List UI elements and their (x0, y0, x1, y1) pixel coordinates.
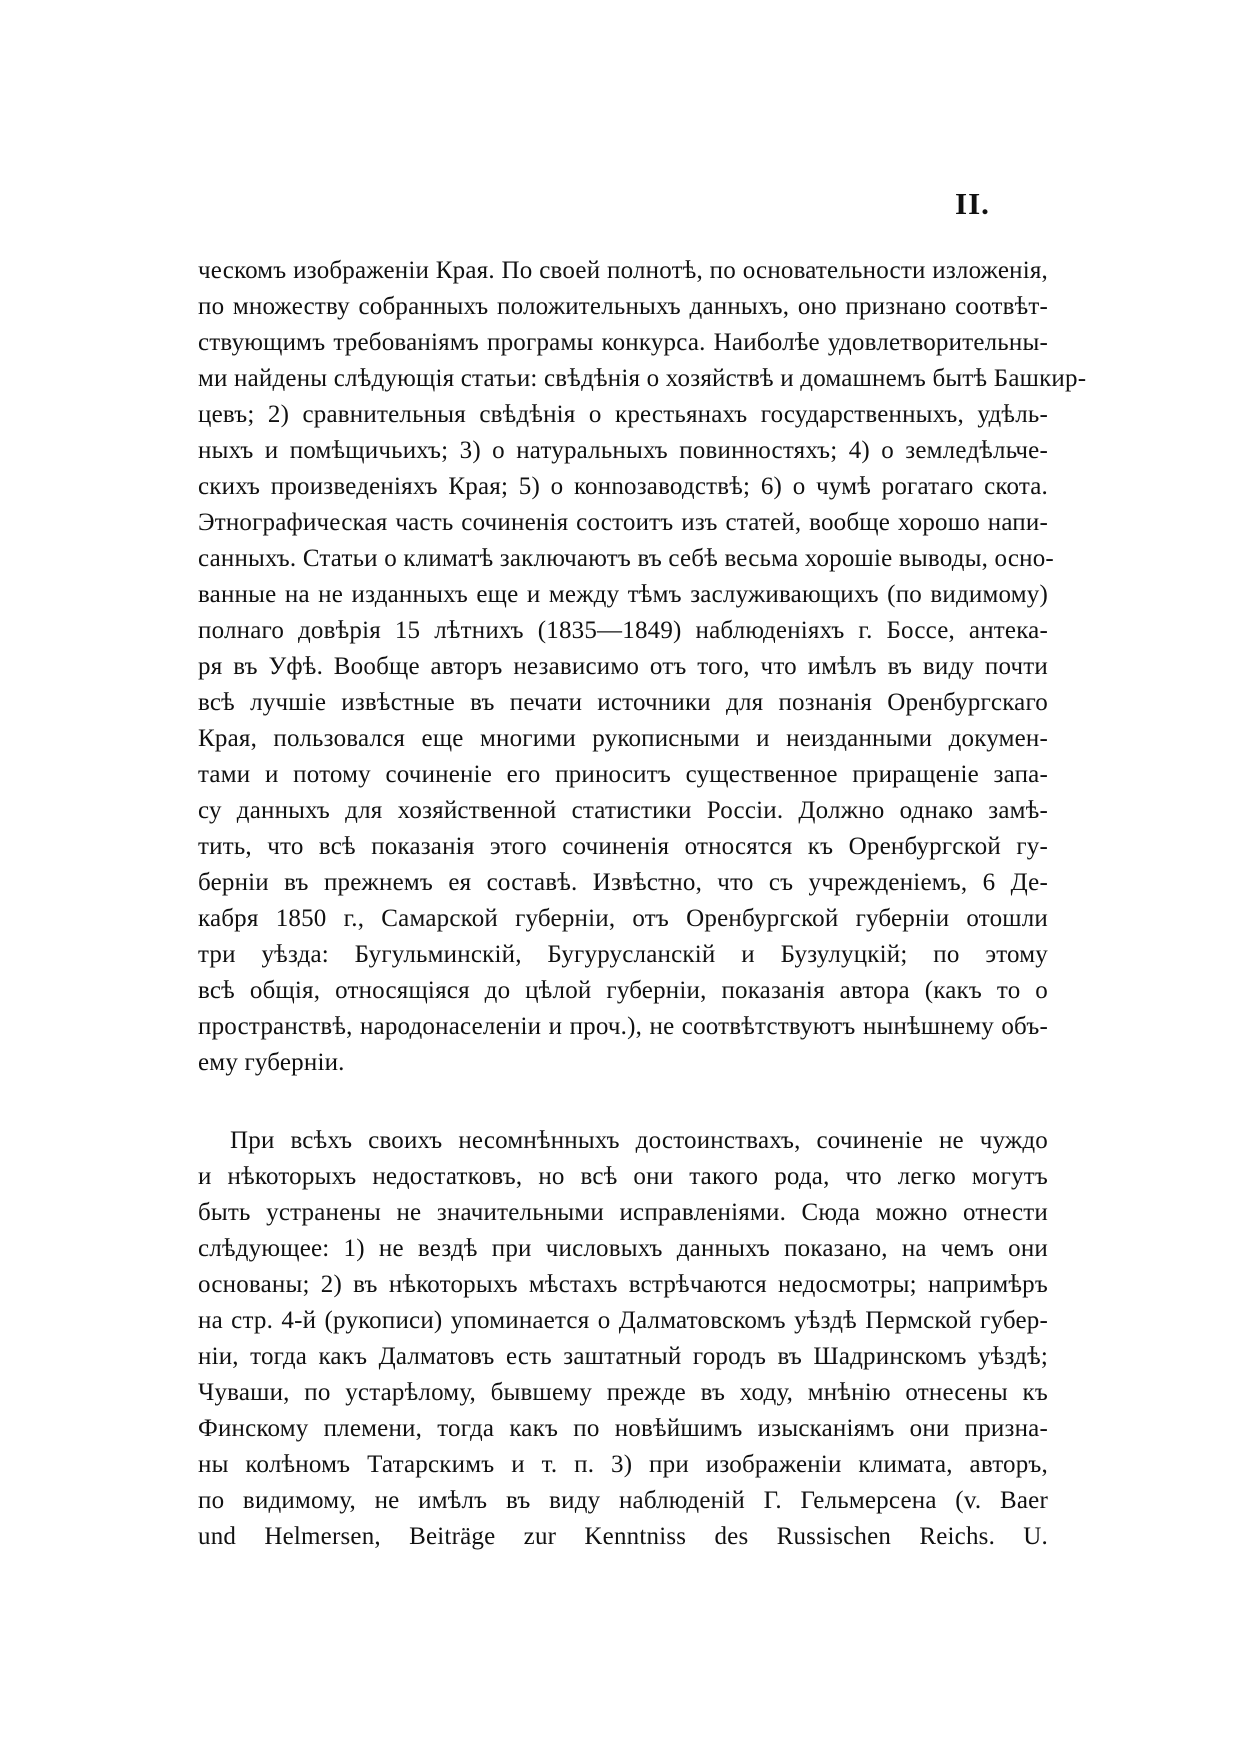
text-line: основаны; 2) въ нѣкоторыхъ мѣстахъ встрѣчаются недосмотры; напримѣръ (198, 1271, 1048, 1298)
text-line: кабря 1850 г., Самарской губерніи, отъ Оренбургской губерніи отошли (198, 905, 1048, 932)
text-line: три уѣзда: Бугульминскій, Бугурусланскій и Бузулуцкій; по этому (198, 941, 1048, 968)
text-line: полнаго довѣрія 15 лѣтнихъ (1835—1849) наблюденіяхъ г. Боссе, антека- (198, 617, 1048, 644)
text-line: Края, пользовался еще многими рукописными и неизданными докумен- (198, 725, 1048, 752)
page-number: II. (955, 186, 990, 221)
text-line: ванные на не изданныхъ еще и между тѣмъ заслуживающихъ (по видимому) (198, 581, 1048, 608)
text-line: тить, что всѣ показанія этого сочиненія относятся къ Оренбургской гу- (198, 833, 1048, 860)
text-line: су данныхъ для хозяйственной статистики Россіи. Должно однако замѣ- (198, 797, 1048, 824)
text-line: ныхъ и помѣщичьихъ; 3) о натуральныхъ повинностяхъ; 4) о земледѣльче- (198, 437, 1048, 464)
text-line: и нѣкоторыхъ недостатковъ, но всѣ они такого рода, что легко могутъ (198, 1163, 1048, 1190)
paragraph-2 (198, 1123, 1048, 1555)
text-line: по видимому, не имѣлъ въ виду наблюденій Г. Гельмерсена (v. Baer (198, 1487, 1048, 1514)
text-line: на стр. 4-й (рукописи) упоминается о Далматовскомъ уѣздѣ Пермской губер- (198, 1307, 1048, 1334)
text-line: Этнографическая часть сочиненія состоитъ изъ статей, вообще хорошо напи- (198, 509, 1048, 536)
text-line: тами и потому сочиненіе его приноситъ существенное приращеніе запа- (198, 761, 1048, 788)
text-line: пространствѣ, народонаселеніи и проч.), не соотвѣтствуютъ нынѣшнему объ- (198, 1013, 1048, 1040)
text-line: ря въ Уфѣ. Вообще авторъ независимо отъ того, что имѣлъ въ виду почти (198, 653, 1048, 680)
text-line: всѣ общія, относящіяся до цѣлой губерніи, показанія автора (какъ то о (198, 977, 1048, 1004)
text-line: цевъ; 2) сравнительныя свѣдѣнія о крестьянахъ государственныхъ, удѣль- (198, 401, 1048, 428)
paragraph-1 (198, 253, 1087, 1081)
text-line: ны колѣномъ Татарскимъ и т. п. 3) при изображеніи климата, авторъ, (198, 1451, 1048, 1478)
text-line: ствующимъ требованіямъ програмы конкурса. Наиболѣе удовлетворительны- (198, 329, 1048, 356)
text-line: При всѣхъ своихъ несомнѣнныхъ достоинствахъ, сочиненіе не чуждо (230, 1127, 1048, 1154)
text-line: ми найдены слѣдующія статьи: свѣдѣнія о хозяйствѣ и домашнемъ бытѣ Башкир- (198, 365, 1087, 392)
text-line: ему губерніи. (198, 1049, 345, 1076)
text-line: ніи, тогда какъ Далматовъ есть заштатный городъ въ Шадринскомъ уѣздѣ; (198, 1343, 1048, 1370)
text-line: Чуваши, по устарѣлому, бывшему прежде въ ходу, мнѣнію отнесены къ (198, 1379, 1048, 1406)
text-line: Финскому племени, тогда какъ по новѣйшимъ изысканіямъ они призна- (198, 1415, 1048, 1442)
text-line: берніи въ прежнемъ ея составѣ. Извѣстно, что съ учрежденіемъ, 6 Де- (198, 869, 1048, 896)
text-line: всѣ лучшіе извѣстные въ печати источники для познанія Оренбургскаго (198, 689, 1048, 716)
text-line: быть устранены не значительными исправленіями. Сюда можно отнести (198, 1199, 1048, 1226)
text-line: санныхъ. Статьи о климатѣ заключаютъ въ себѣ весьма хорошіе выводы, осно- (198, 545, 1054, 572)
text-line: по множеству собранныхъ положительныхъ данныхъ, оно признано соотвѣт- (198, 293, 1048, 320)
text-line: und Helmersen, Beiträge zur Kenntniss des Russischen Reichs. U. (198, 1523, 1048, 1550)
text-line: ческомъ изображеніи Края. По своей полнотѣ, по основательности изложенія, (198, 257, 1048, 284)
text-line: скихъ произведеніяхъ Края; 5) о конnозаводствѣ; 6) о чумѣ рогатаго скота. (198, 473, 1048, 500)
text-line: слѣдующее: 1) не вездѣ при числовыхъ данныхъ показано, на чемъ они (198, 1235, 1048, 1262)
